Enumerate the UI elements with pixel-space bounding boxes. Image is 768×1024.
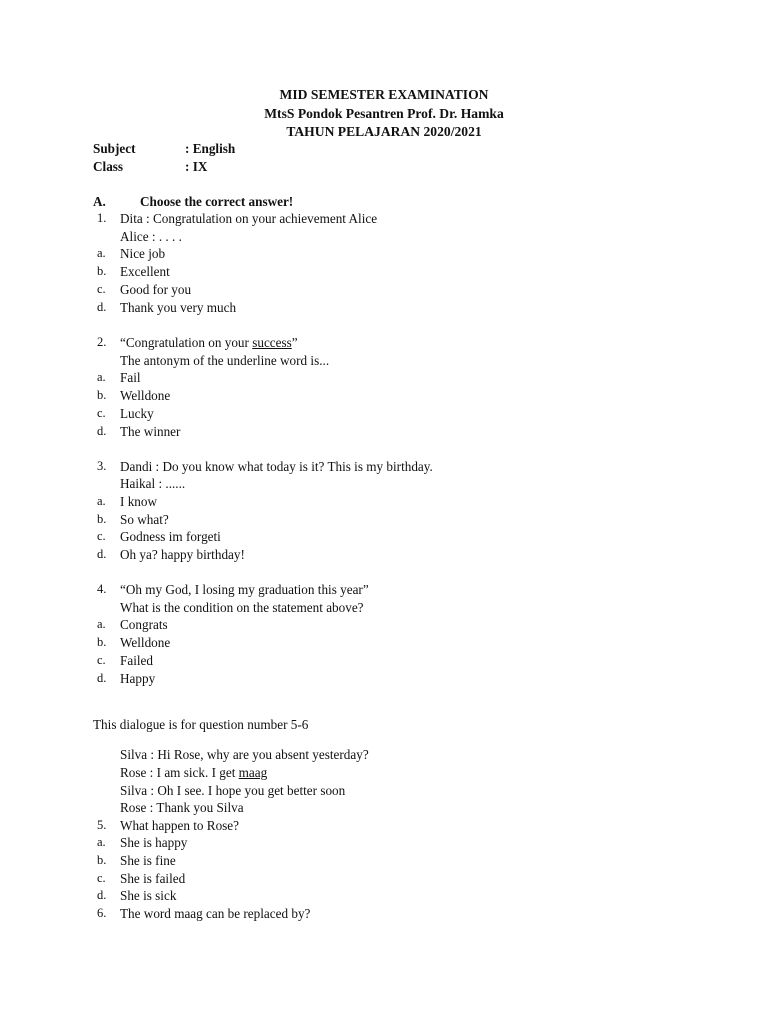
- q1-option-b: Excellent: [120, 264, 170, 279]
- dialogue-line-1: Silva : Hi Rose, why are you absent yesterday?: [120, 747, 369, 762]
- q1-option-c: Good for you: [120, 282, 192, 297]
- q4-option-c: Failed: [120, 653, 153, 668]
- dialogue-line-3: Silva : Oh I see. I hope you get better soon: [120, 783, 346, 798]
- class-value: : IX: [185, 159, 208, 174]
- q5-option-a: She is happy: [120, 835, 188, 850]
- q3-option-a: I know: [120, 494, 157, 509]
- dialogue-line-2-text: Rose : I am sick. I get: [120, 765, 239, 780]
- dialogue-underlined-word: maag: [238, 765, 268, 780]
- dialogue-line-2: [120, 764, 267, 781]
- q2-option-a-letter: a.: [97, 370, 106, 384]
- q4-option-d: Happy: [120, 671, 156, 686]
- q1-option-a-letter: a.: [97, 246, 106, 260]
- q4-option-b-letter: b.: [97, 635, 107, 649]
- school-name: MtsS Pondok Pesantren Prof. Dr. Hamka: [264, 106, 504, 121]
- subject-label: Subject: [93, 141, 136, 156]
- q5-option-b-letter: b.: [97, 853, 107, 867]
- q2-text: [120, 334, 298, 351]
- q5-option-c-letter: c.: [97, 871, 106, 885]
- q1-line2: Alice : . . . .: [120, 229, 182, 244]
- q3-option-a-letter: a.: [97, 494, 106, 508]
- q2-text-after: ”: [291, 335, 298, 350]
- q4-number: 4.: [97, 582, 107, 596]
- q4-option-a: Congrats: [120, 617, 168, 632]
- q2-option-a: Fail: [120, 370, 141, 385]
- q2-text-before: “Congratulation on your: [120, 335, 253, 350]
- q1-option-c-letter: c.: [97, 282, 106, 296]
- q3-option-c: Godness im forgeti: [120, 529, 221, 544]
- q3-option-b: So what?: [120, 512, 169, 527]
- q2-option-d: The winner: [120, 424, 181, 439]
- dialogue-line-4: Rose : Thank you Silva: [120, 800, 244, 815]
- q1-option-d: Thank you very much: [120, 300, 237, 315]
- academic-year: TAHUN PELAJARAN 2020/2021: [286, 124, 482, 139]
- q4-option-d-letter: d.: [97, 671, 107, 685]
- exam-title: MID SEMESTER EXAMINATION: [279, 87, 489, 102]
- q2-option-c-letter: c.: [97, 406, 106, 420]
- q5-text: What happen to Rose?: [120, 818, 240, 833]
- q2-option-b-letter: b.: [97, 388, 107, 402]
- q1-number: 1.: [97, 211, 107, 225]
- class-label: Class: [93, 159, 124, 174]
- q3-line2: Haikal : ......: [120, 476, 186, 491]
- q4-option-a-letter: a.: [97, 617, 106, 631]
- q2-underlined-word: success: [252, 335, 292, 350]
- q5-option-d-letter: d.: [97, 888, 107, 902]
- q4-line2: What is the condition on the statement above?: [120, 600, 364, 615]
- q1-text: Dita : Congratulation on your achievement Alice: [120, 211, 378, 226]
- q2-option-c: Lucky: [120, 406, 154, 421]
- q1-option-d-letter: d.: [97, 300, 107, 314]
- q4-text: “Oh my God, I losing my graduation this year”: [120, 582, 369, 597]
- q2-option-d-letter: d.: [97, 424, 107, 438]
- q3-option-b-letter: b.: [97, 512, 107, 526]
- q4-option-c-letter: c.: [97, 653, 106, 667]
- q3-option-d: Oh ya? happy birthday!: [120, 547, 245, 562]
- q4-option-b: Welldone: [120, 635, 171, 650]
- subject-value: : English: [185, 141, 236, 156]
- q5-number: 5.: [97, 818, 107, 832]
- q1-option-a: Nice job: [120, 246, 166, 261]
- q2-line2: The antonym of the underline word is...: [120, 353, 330, 368]
- q3-number: 3.: [97, 459, 107, 473]
- q3-option-c-letter: c.: [97, 529, 106, 543]
- q3-option-d-letter: d.: [97, 547, 107, 561]
- q6-number: 6.: [97, 906, 107, 920]
- q2-option-b: Welldone: [120, 388, 171, 403]
- q2-number: 2.: [97, 335, 107, 349]
- q1-option-b-letter: b.: [97, 264, 107, 278]
- dialogue-intro: This dialogue is for question number 5-6: [93, 717, 309, 732]
- section-letter: A.: [93, 194, 106, 209]
- q3-text: Dandi : Do you know what today is it? This is my birthday.: [120, 459, 433, 474]
- q5-option-a-letter: a.: [97, 835, 106, 849]
- q5-option-d: She is sick: [120, 888, 177, 903]
- q5-option-c: She is failed: [120, 871, 186, 886]
- section-instruction: Choose the correct answer!: [140, 194, 294, 209]
- q6-text: The word maag can be replaced by?: [120, 906, 311, 921]
- q5-option-b: She is fine: [120, 853, 176, 868]
